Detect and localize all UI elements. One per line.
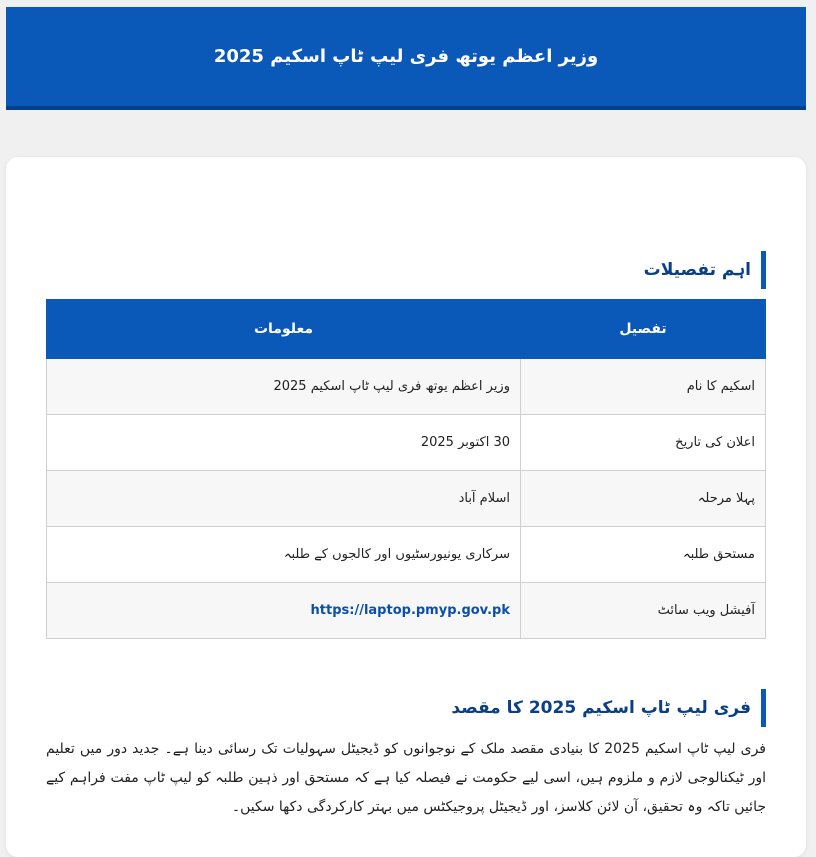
row-label: مستحق طلبہ [521,527,766,583]
column-header-info: معلومات [47,300,521,359]
table-row [47,415,766,471]
content-card [6,157,806,857]
row-value: سرکاری یونیورسٹیوں اور کالجوں کے طلبہ [47,527,521,583]
row-value: وزیر اعظم یوتھ فری لیپ ٹاپ اسکیم 2025 [47,359,521,415]
details-table [46,299,766,639]
table-header-row [47,300,766,359]
table-row [47,527,766,583]
row-value: اسلام آباد [47,471,521,527]
details-heading: اہم تفصیلات [644,251,766,289]
purpose-paragraph: فری لیپ ٹاپ اسکیم 2025 کا بنیادی مقصد ملک کے نوجوانوں کو ڈیجیٹل سہولیات تک رسائی دینا ہے۔ جدید دور میں تعلیم اور ٹیکنالوجی لازم و ملزوم ہیں، اسی لیے حکومت نے فیصلہ کیا ہے کہ مستحق اور ذہین طلبہ کو لیپ ٹاپ مفت فراہم کیے جائیں تاکہ وہ تحقیق، آن لائن کلاسز، اور ڈیجیٹل پروجیکٹس میں بہتر کارکردگی دکھا سکیں۔ [46,741,766,815]
table-row [47,359,766,415]
purpose-heading: فری لیپ ٹاپ اسکیم 2025 کا مقصد [451,689,766,727]
row-label: اسکیم کا نام [521,359,766,415]
row-label: آفیشل ویب سائٹ [521,583,766,639]
row-value [47,583,521,639]
page-title: وزیر اعظم یوتھ فری لیپ ٹاپ اسکیم 2025 [213,46,599,67]
row-value: 30 اکتوبر 2025 [47,415,521,471]
table-row [47,583,766,639]
table-row [47,471,766,527]
page-header [6,7,806,110]
official-website-link[interactable]: https://laptop.pmyp.gov.pk [310,603,510,618]
row-label: پہلا مرحلہ [521,471,766,527]
column-header-detail: تفصیل [521,300,766,359]
row-label: اعلان کی تاریخ [521,415,766,471]
